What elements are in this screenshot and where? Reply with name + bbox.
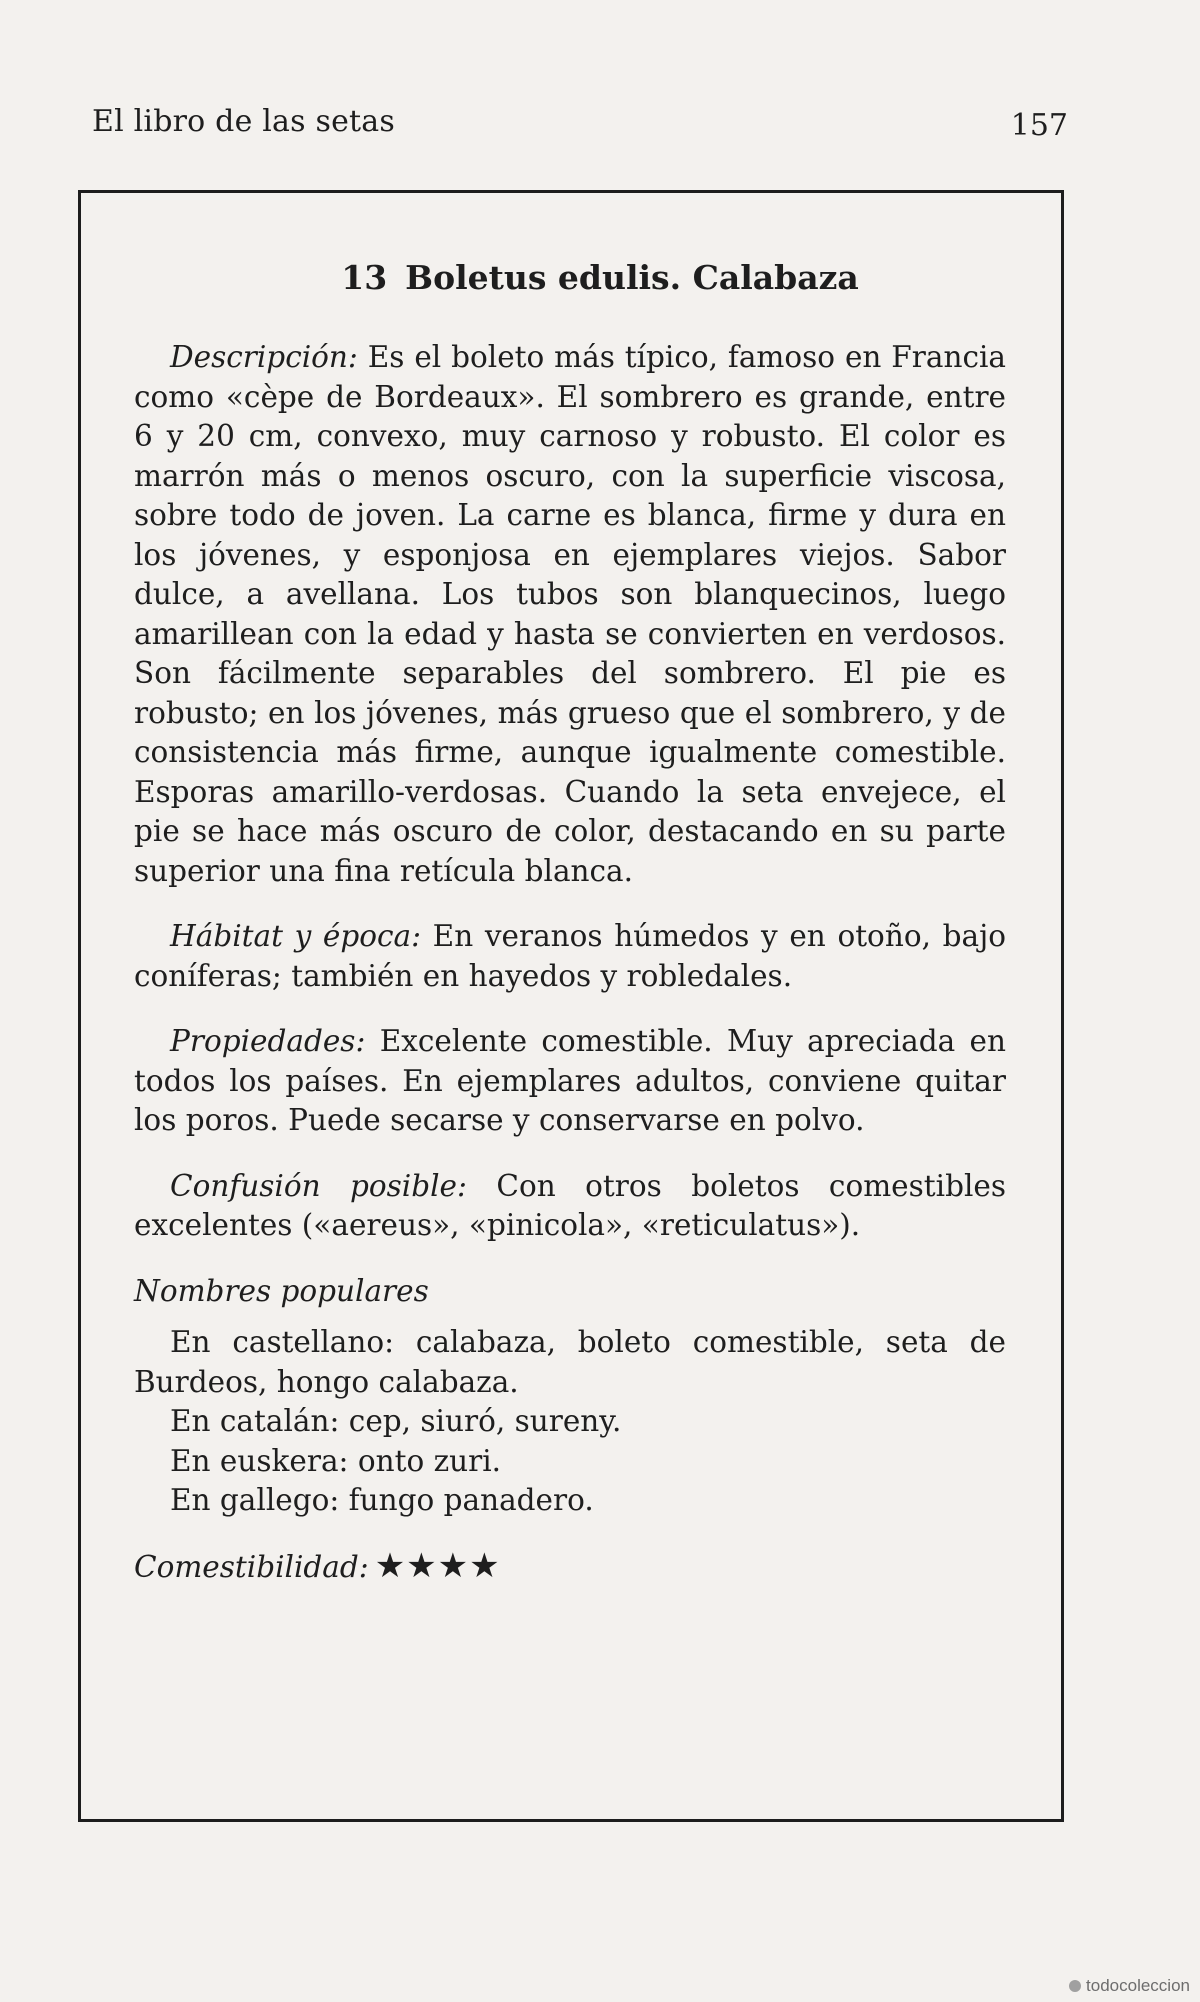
popular-name-castellano: En castellano: calabaza, boleto comestible, seta de Burdeos, hongo calabaza. [134, 1325, 1006, 1399]
popular-name-catalan: En catalán: cep, siuró, sureny. [170, 1404, 622, 1438]
properties-text: Excelente comestible. Muy apreciada en todos los países. En ejemplares adultos, conviene quitar los poros. Puede secarse y conservarse en polvo. [134, 1024, 1006, 1137]
confusion-label: Confusión posible: [170, 1168, 467, 1203]
watermark-text: todocoleccion [1086, 1976, 1190, 1995]
habitat-text: En veranos húmedos y en otoño, bajo coníferas; también en hayedos y robledales. [134, 919, 1006, 993]
entry-body [134, 338, 1006, 1587]
description-paragraph [134, 338, 1006, 891]
entry-title [0, 258, 1200, 297]
popular-names-heading: Nombres populares [134, 1273, 429, 1308]
entry-number: 13 [341, 258, 388, 297]
habitat-label: Hábitat y época: [170, 919, 422, 953]
edibility-stars: ★★★★ [374, 1545, 501, 1586]
edibility-rating [134, 1547, 1006, 1588]
confusion-paragraph [134, 1167, 1006, 1246]
properties-paragraph [134, 1022, 1006, 1141]
description-text: Es el boleto más típico, famoso en Francia como «cèpe de Bordeaux». El sombrero es grande, entre 6 y 20 cm, convexo, muy carnoso y robusto. El color es marrón más o menos oscuro, con la superficie viscosa, sobre todo de joven. La carne es blanca, firme y dura en los jóvenes, y esponjosa en ejemplares viejos. Sabor dulce, a avellana. Los tubos son blanquecinos, luego amarillean con la edad y hasta se convierten en verdosos. Son fácilmente separables del sombrero. El pie es robusto; en los jóvenes, más grueso que el sombrero, y de consistencia más firme, aunque igualmente comestible. Esporas amarillo-verdosas. Cuando la seta envejece, el pie se hace más oscuro de color, destacando en su parte superior una fina retícula blanca. [134, 340, 1006, 888]
popular-names-list [134, 1323, 1006, 1521]
edibility-label: Comestibilidad: [134, 1549, 369, 1584]
confusion-text: Con otros boletos comestibles excelentes («aereus», «pinicola», «reticulatus»). [134, 1168, 1006, 1242]
habitat-paragraph [134, 917, 1006, 996]
popular-name-euskera: En euskera: onto zuri. [170, 1443, 502, 1478]
watermark-logo-icon [1069, 1980, 1081, 1992]
entry-name: Boletus edulis. Calabaza [405, 258, 859, 297]
properties-label: Propiedades: [170, 1024, 366, 1058]
popular-name-gallego: En gallego: fungo panadero. [170, 1483, 594, 1517]
running-title: El libro de las setas [92, 104, 395, 139]
watermark [1069, 1976, 1190, 1996]
page-number: 157 [1010, 108, 1068, 143]
description-label: Descripción: [170, 340, 358, 374]
